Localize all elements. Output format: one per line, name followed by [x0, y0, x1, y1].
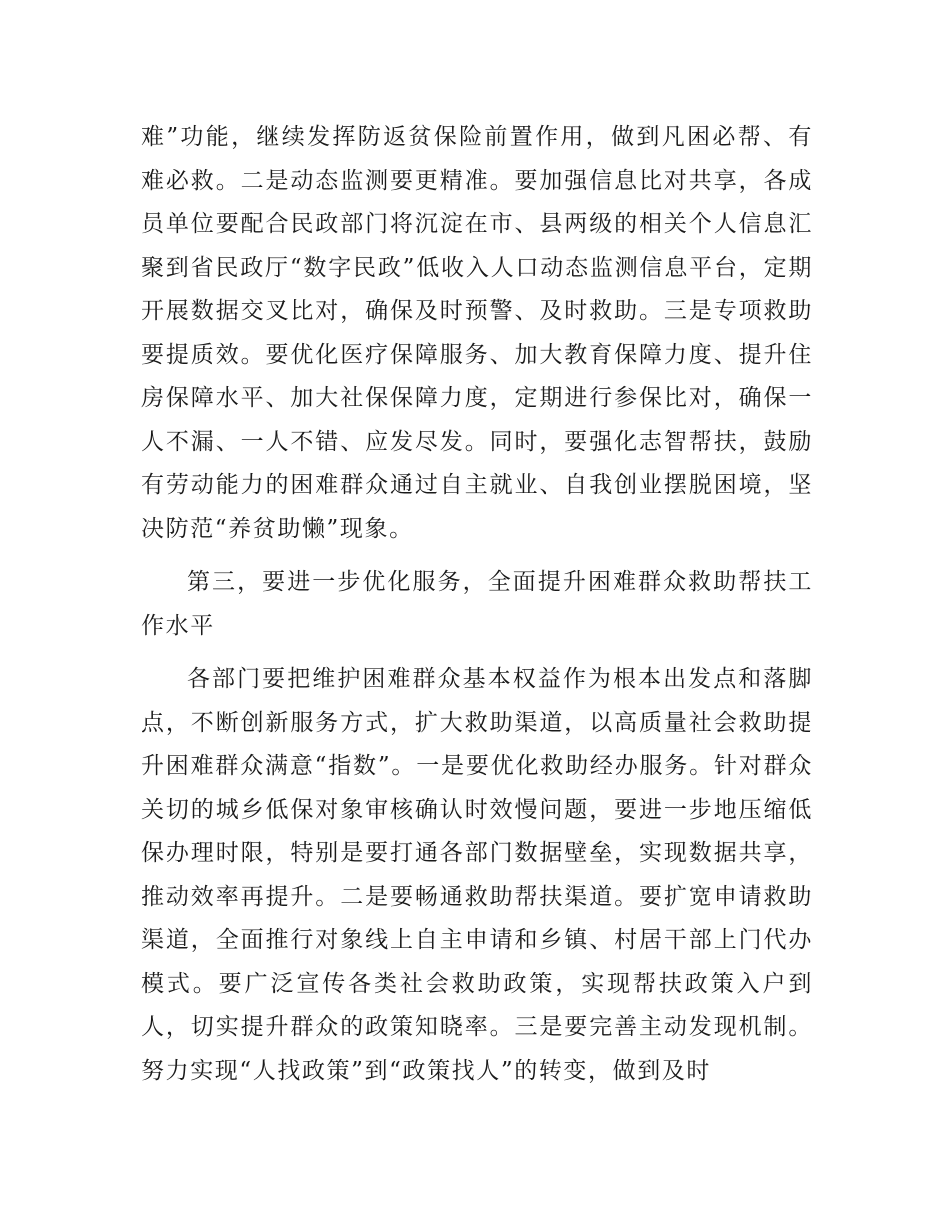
section-heading-third: 第三，要进一步优化服务，全面提升困难群众救助帮扶工作水平 — [141, 569, 813, 639]
document-body — [141, 116, 813, 1093]
paragraph-continued-assistance: 难”功能，继续发挥防返贫保险前置作用，做到凡困必帮、有难必救。二是动态监测要更精准。要加强信息比对共享，各成员单位要配合民政部门将沉淀在市、县两级的相关个人信息汇聚到省民政厅“数字民政”低收入人口动态监测信息平台，定期开展数据交叉比对，确保及时预警、及时救助。三是专项救助要提质效。要优化医疗保障服务、加大教育保障力度、提升住房保障水平、加大社保保障力度，定期进行参保比对，确保一人不漏、一人不错、应发尽发。同时，要强化志智帮扶，鼓励有劳动能力的困难群众通过自主就业、自我创业摆脱困境，坚决防范“养贫助懒”现象。 — [141, 124, 813, 542]
paragraph-service-optimization: 各部门要把维护困难群众基本权益作为根本出发点和落脚点，不断创新服务方式，扩大救助渠道，以高质量社会救助提升困难群众满意“指数”。一是要优化救助经办服务。针对群众关切的城乡低保对象审核确认时效慢问题，要进一步地压缩低保办理时限，特别是要打通各部门数据壁垒，实现数据共享，推动效率再提升。二是要畅通救助帮扶渠道。要扩宽申请救助渠道，全面推行对象线上自主申请和乡镇、村居干部上门代办模式。要广泛宣传各类社会救助政策，实现帮扶政策入户到人，切实提升群众的政策知晓率。三是要完善主动发现机制。努力实现“人找政策”到“政策找人”的转变，做到及时 — [141, 666, 813, 1084]
